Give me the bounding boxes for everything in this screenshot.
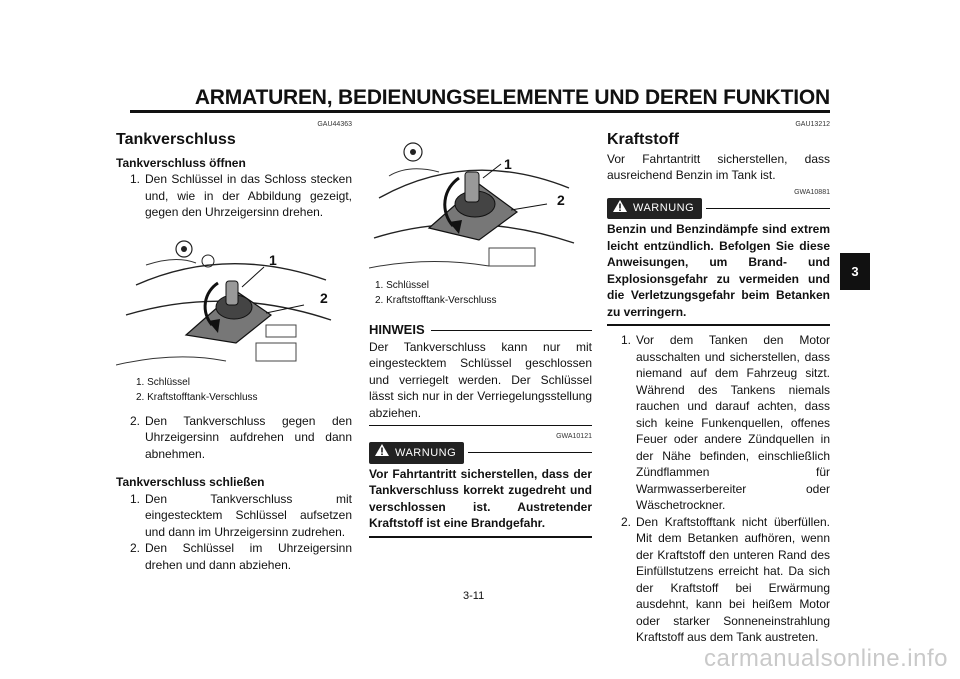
- figure-caption-1: 1. Schlüssel: [375, 280, 429, 291]
- section-title-kraftstoff: Kraftstoff: [607, 131, 679, 148]
- step-text: Den Schlüssel im Uhrzeigersinn drehen und dann abziehen.: [145, 541, 352, 572]
- list-item: [116, 171, 352, 221]
- step-number: 1.: [129, 491, 140, 506]
- note-bottom-rule: [369, 425, 592, 426]
- column-fuel: [607, 120, 830, 646]
- warning-header: [607, 198, 830, 220]
- watermark: carmanualsonline.info: [704, 645, 948, 672]
- list-item: [116, 491, 352, 541]
- figure-tank-cap-1: [116, 225, 352, 375]
- note-rule: [431, 330, 592, 331]
- warning-triangle-icon: [613, 200, 627, 218]
- intro-text: Vor Fahrtantritt sicherstellen, dass ausreichend Benzin im Tank ist.: [607, 151, 830, 182]
- tank-cap-closeup-illustration: [369, 128, 579, 278]
- subheading-close: Tankverschluss schließen: [116, 475, 265, 489]
- warning-label: WARNUNG: [395, 446, 457, 459]
- step-number: 2.: [620, 514, 631, 529]
- warning-bottom-rule: [607, 324, 830, 326]
- step-text: Vor dem Tanken den Motor ausschalten und sicherstellen, dass niemand auf dem Fahrzeug sitzt. Während des Tankens niemals rauchen und darauf achten, dass sich keine Funkenquellen, offenes Feuer oder andere Zündquellen in der Nähe befinden, einschließlich Zündflammen für Warmwasserbereiter oder Wäschetrockner.: [636, 333, 830, 512]
- column-tank-cap-continued: [369, 120, 592, 538]
- warning-bottom-rule: [369, 536, 592, 538]
- tank-cap-illustration: [116, 225, 336, 375]
- step-text: Den Tankverschluss gegen den Uhrzeigersinn aufdrehen und dann abnehmen.: [145, 413, 352, 461]
- warning-badge: [369, 442, 464, 464]
- warning-rule: [706, 208, 830, 209]
- note-label: HINWEIS: [369, 322, 425, 337]
- note-text: Der Tankverschluss kann nur mit eingestecktem Schlüssel geschlossen und verriegelt werden. Der Schlüssel lässt sich nur in der Verriegelungsstellung abziehen.: [369, 339, 592, 420]
- subheading-open: Tankverschluss öffnen: [116, 155, 246, 170]
- warning-text: Benzin und Benzindämpfe sind extrem leicht entzündlich. Befolgen Sie diese Anweisungen, um Brand- und Explosionsgefahr zu vermeiden und die Verletzungsgefahr beim Betanken zu verringern.: [607, 222, 830, 319]
- section-code: GAU44363: [317, 121, 352, 128]
- column-tank-cap: [116, 120, 352, 573]
- section-code: GAU13212: [795, 121, 830, 128]
- warning-badge: [607, 198, 702, 220]
- figure-caption-1: 1. Schlüssel: [136, 376, 190, 388]
- section-title-tankverschluss: Tankverschluss: [116, 131, 236, 148]
- figure-caption-2: 2. Kraftstofftank-Verschluss: [375, 295, 497, 306]
- warning-code: GWA10121: [556, 433, 592, 440]
- warning-label: WARNUNG: [633, 202, 695, 214]
- warning-rule: [468, 452, 592, 453]
- step-text: Den Kraftstofftank nicht überfüllen. Mit dem Betanken aufhören, wenn der Kraftstoff den unteren Rand des Einfüllstutzens erreicht hat. Da sich der Kraftstoff bei Erwärmung ausdehnt, kann bei heißem Motor oder starker Sonneneinstrahlung Kraftstoff aus dem Tank austreten.: [636, 514, 830, 644]
- figure-tank-cap-2: [369, 128, 592, 278]
- warning-header: [369, 442, 592, 464]
- step-number: 2.: [129, 413, 140, 428]
- list-item: [607, 332, 830, 514]
- step-number: 1.: [620, 333, 631, 347]
- step-number: 1.: [129, 172, 140, 186]
- step-text: Den Tankverschluss mit eingestecktem Schlüssel aufsetzen und dann im Uhrzeigersinn zudrehen.: [145, 491, 352, 539]
- callout-2: 2: [320, 289, 328, 306]
- page-header-title: ARMATUREN, BEDIENUNGSELEMENTE UND DEREN FUNKTION: [194, 86, 830, 109]
- list-item: [607, 514, 830, 646]
- header-rule: [130, 110, 830, 113]
- callout-1: 1: [504, 156, 512, 172]
- list-item: [116, 540, 352, 573]
- list-item: [116, 413, 352, 463]
- warning-code: GWA10881: [794, 188, 830, 196]
- step-number: 2.: [129, 541, 140, 555]
- warning-text: Vor Fahrtantritt sicherstellen, dass der Tankverschluss korrekt zugedreht und verschlossen ist. Austretender Kraftstoff ist eine Brandgefahr.: [369, 466, 592, 530]
- callout-2: 2: [557, 192, 565, 208]
- note-header: [369, 322, 592, 339]
- chapter-tab: 3: [840, 253, 870, 290]
- warning-triangle-icon: [375, 444, 389, 462]
- figure-caption-2: 2. Kraftstofftank-Verschluss: [136, 391, 258, 403]
- step-text: Den Schlüssel in das Schloss stecken und, wie in der Abbildung gezeigt, gegen den Uhrzeigersinn drehen.: [145, 172, 352, 219]
- callout-1: 1: [269, 251, 277, 268]
- page-number: 3-11: [463, 590, 485, 602]
